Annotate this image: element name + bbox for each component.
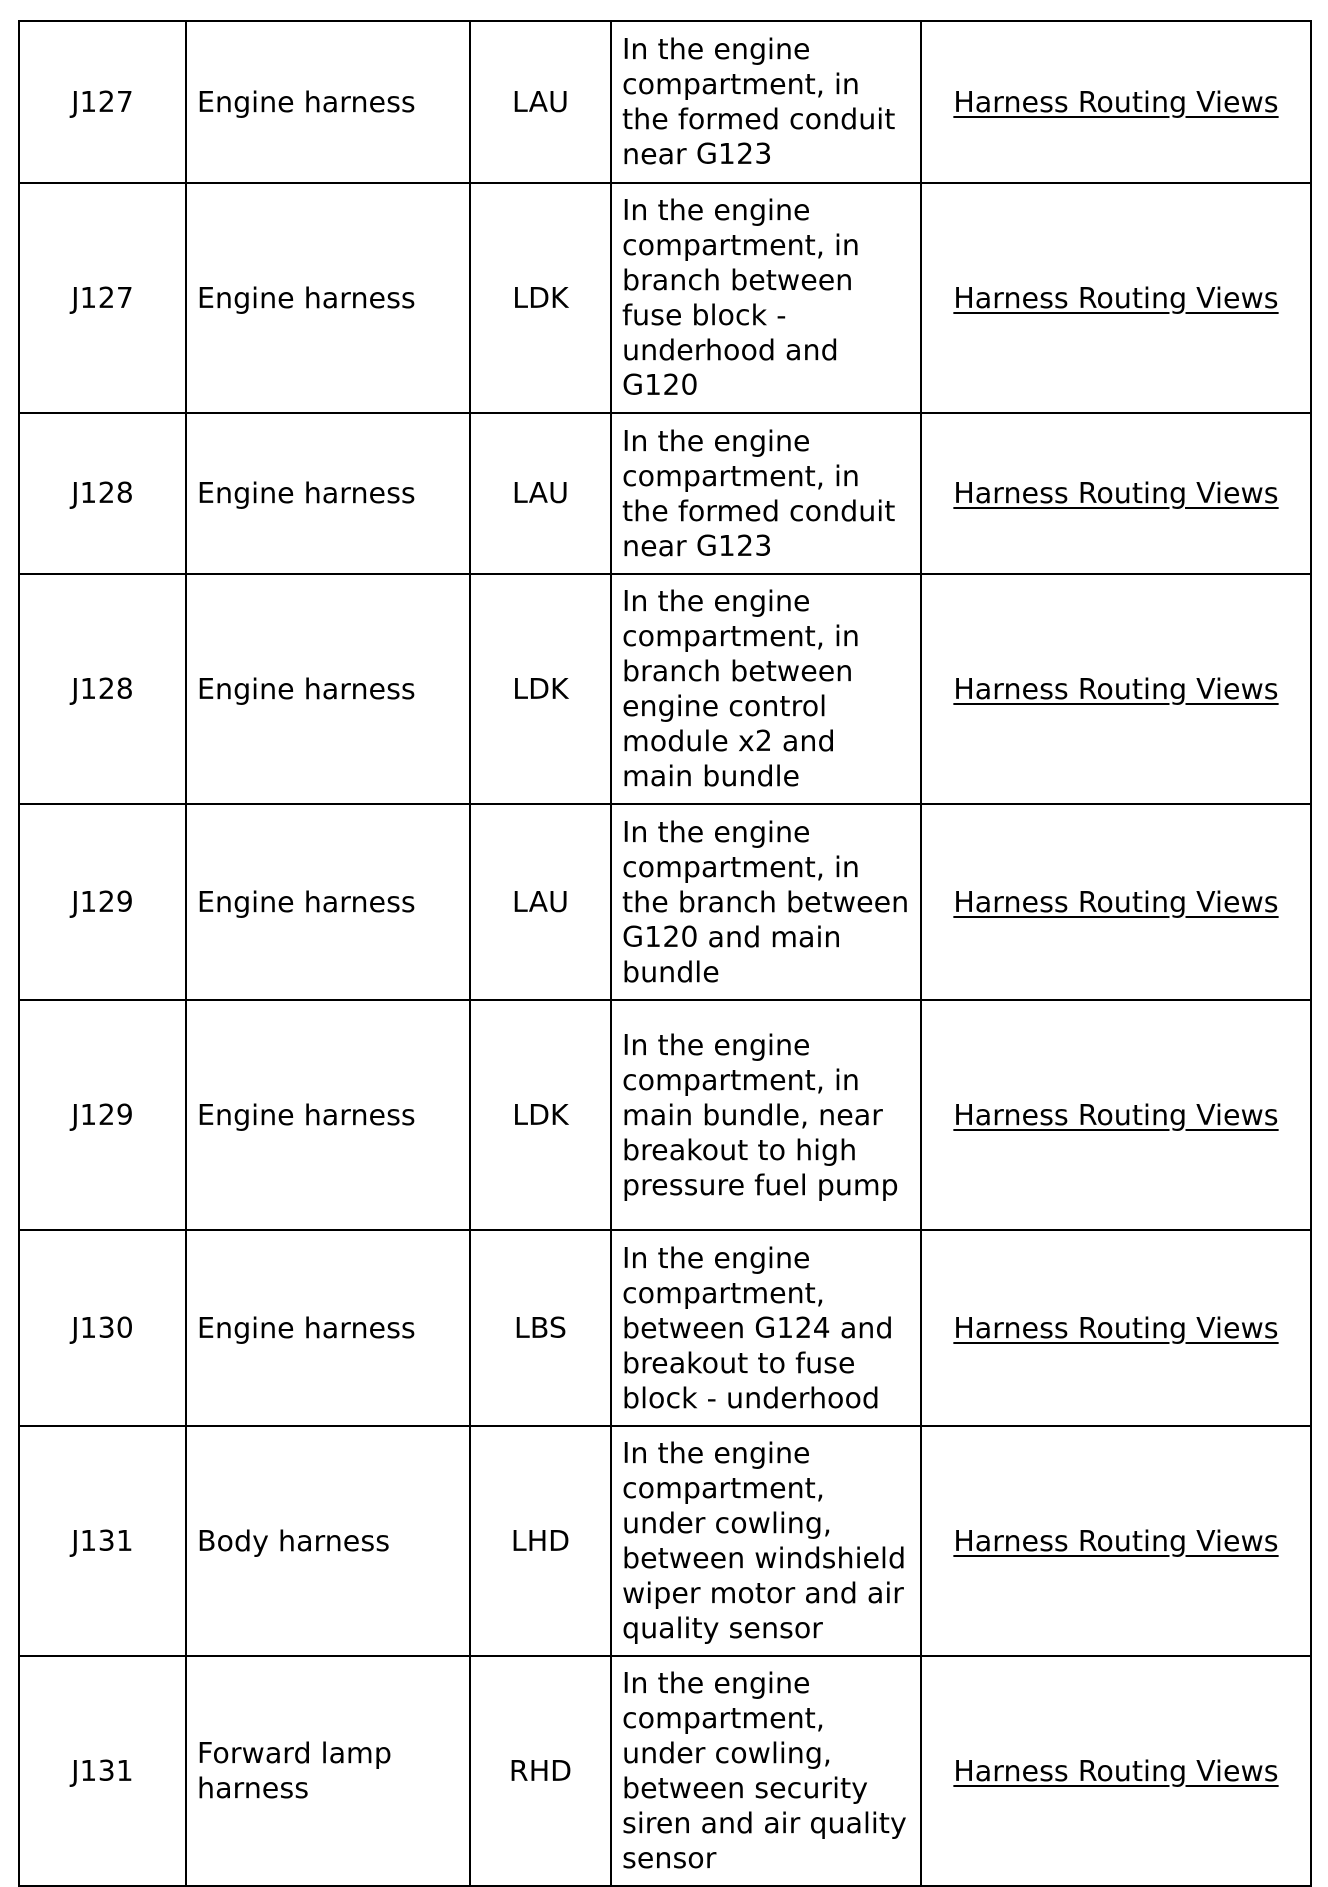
table-row bbox=[19, 574, 1311, 804]
harness-routing-views-link[interactable]: Harness Routing Views bbox=[953, 1524, 1279, 1558]
link-cell bbox=[921, 804, 1311, 1000]
harness-routing-views-link[interactable]: Harness Routing Views bbox=[953, 1311, 1279, 1345]
harness-name: Engine harness bbox=[186, 21, 470, 183]
harness-routing-views-link[interactable]: Harness Routing Views bbox=[953, 281, 1279, 315]
option-code: LHD bbox=[470, 1426, 611, 1656]
harness-routing-views-link[interactable]: Harness Routing Views bbox=[953, 672, 1279, 706]
link-cell bbox=[921, 413, 1311, 574]
table-row bbox=[19, 1000, 1311, 1230]
location-description: In the engine compartment, under cowling, between security siren and air quality sensor bbox=[611, 1656, 921, 1886]
splice-id: J131 bbox=[19, 1656, 186, 1886]
splice-id: J127 bbox=[19, 183, 186, 413]
link-cell bbox=[921, 1656, 1311, 1886]
splice-id: J128 bbox=[19, 574, 186, 804]
link-cell bbox=[921, 1000, 1311, 1230]
location-description: In the engine compartment, in main bundle, near breakout to high pressure fuel pump bbox=[611, 1000, 921, 1230]
harness-name: Engine harness bbox=[186, 413, 470, 574]
harness-routing-views-link[interactable]: Harness Routing Views bbox=[953, 1098, 1279, 1132]
link-cell bbox=[921, 574, 1311, 804]
splice-id: J129 bbox=[19, 804, 186, 1000]
location-description: In the engine compartment, in the formed conduit near G123 bbox=[611, 21, 921, 183]
splice-id: J127 bbox=[19, 21, 186, 183]
table-row bbox=[19, 1426, 1311, 1656]
harness-routing-views-link[interactable]: Harness Routing Views bbox=[953, 477, 1279, 510]
location-description: In the engine compartment, under cowling, between windshield wiper motor and air quality sensor bbox=[611, 1426, 921, 1656]
option-code: LDK bbox=[470, 1000, 611, 1230]
option-code: RHD bbox=[470, 1656, 611, 1886]
location-description: In the engine compartment, in branch between engine control module x2 and main bundle bbox=[611, 574, 921, 804]
table-row bbox=[19, 1230, 1311, 1426]
table-row bbox=[19, 1656, 1311, 1886]
link-cell bbox=[921, 21, 1311, 183]
harness-routing-views-link[interactable]: Harness Routing Views bbox=[953, 85, 1279, 119]
harness-name: Engine harness bbox=[186, 183, 470, 413]
harness-name: Body harness bbox=[186, 1426, 470, 1656]
harness-name: Engine harness bbox=[186, 804, 470, 1000]
harness-name: Forward lamp harness bbox=[186, 1656, 470, 1886]
splice-id: J128 bbox=[19, 413, 186, 574]
splice-location-table bbox=[18, 20, 1312, 1887]
option-code: LDK bbox=[470, 183, 611, 413]
splice-id: J129 bbox=[19, 1000, 186, 1230]
option-code: LAU bbox=[470, 413, 611, 574]
harness-routing-views-link[interactable]: Harness Routing Views bbox=[953, 1754, 1279, 1788]
link-cell bbox=[921, 1230, 1311, 1426]
table-row bbox=[19, 21, 1311, 183]
table-row bbox=[19, 183, 1311, 413]
link-cell bbox=[921, 183, 1311, 413]
harness-name: Engine harness bbox=[186, 1000, 470, 1230]
table-row bbox=[19, 413, 1311, 574]
option-code: LBS bbox=[470, 1230, 611, 1426]
table-row bbox=[19, 804, 1311, 1000]
harness-name: Engine harness bbox=[186, 574, 470, 804]
harness-name: Engine harness bbox=[186, 1230, 470, 1426]
splice-id: J130 bbox=[19, 1230, 186, 1426]
harness-routing-views-link[interactable]: Harness Routing Views bbox=[953, 885, 1279, 919]
location-description: In the engine compartment, between G124 and breakout to fuse block - underhood bbox=[611, 1230, 921, 1426]
splice-id: J131 bbox=[19, 1426, 186, 1656]
location-description: In the engine compartment, in the branch between G120 and main bundle bbox=[611, 804, 921, 1000]
option-code: LDK bbox=[470, 574, 611, 804]
location-description: In the engine compartment, in the formed conduit near G123 bbox=[611, 413, 921, 574]
link-cell bbox=[921, 1426, 1311, 1656]
option-code: LAU bbox=[470, 21, 611, 183]
option-code: LAU bbox=[470, 804, 611, 1000]
location-description: In the engine compartment, in branch between fuse block - underhood and G120 bbox=[611, 183, 921, 413]
